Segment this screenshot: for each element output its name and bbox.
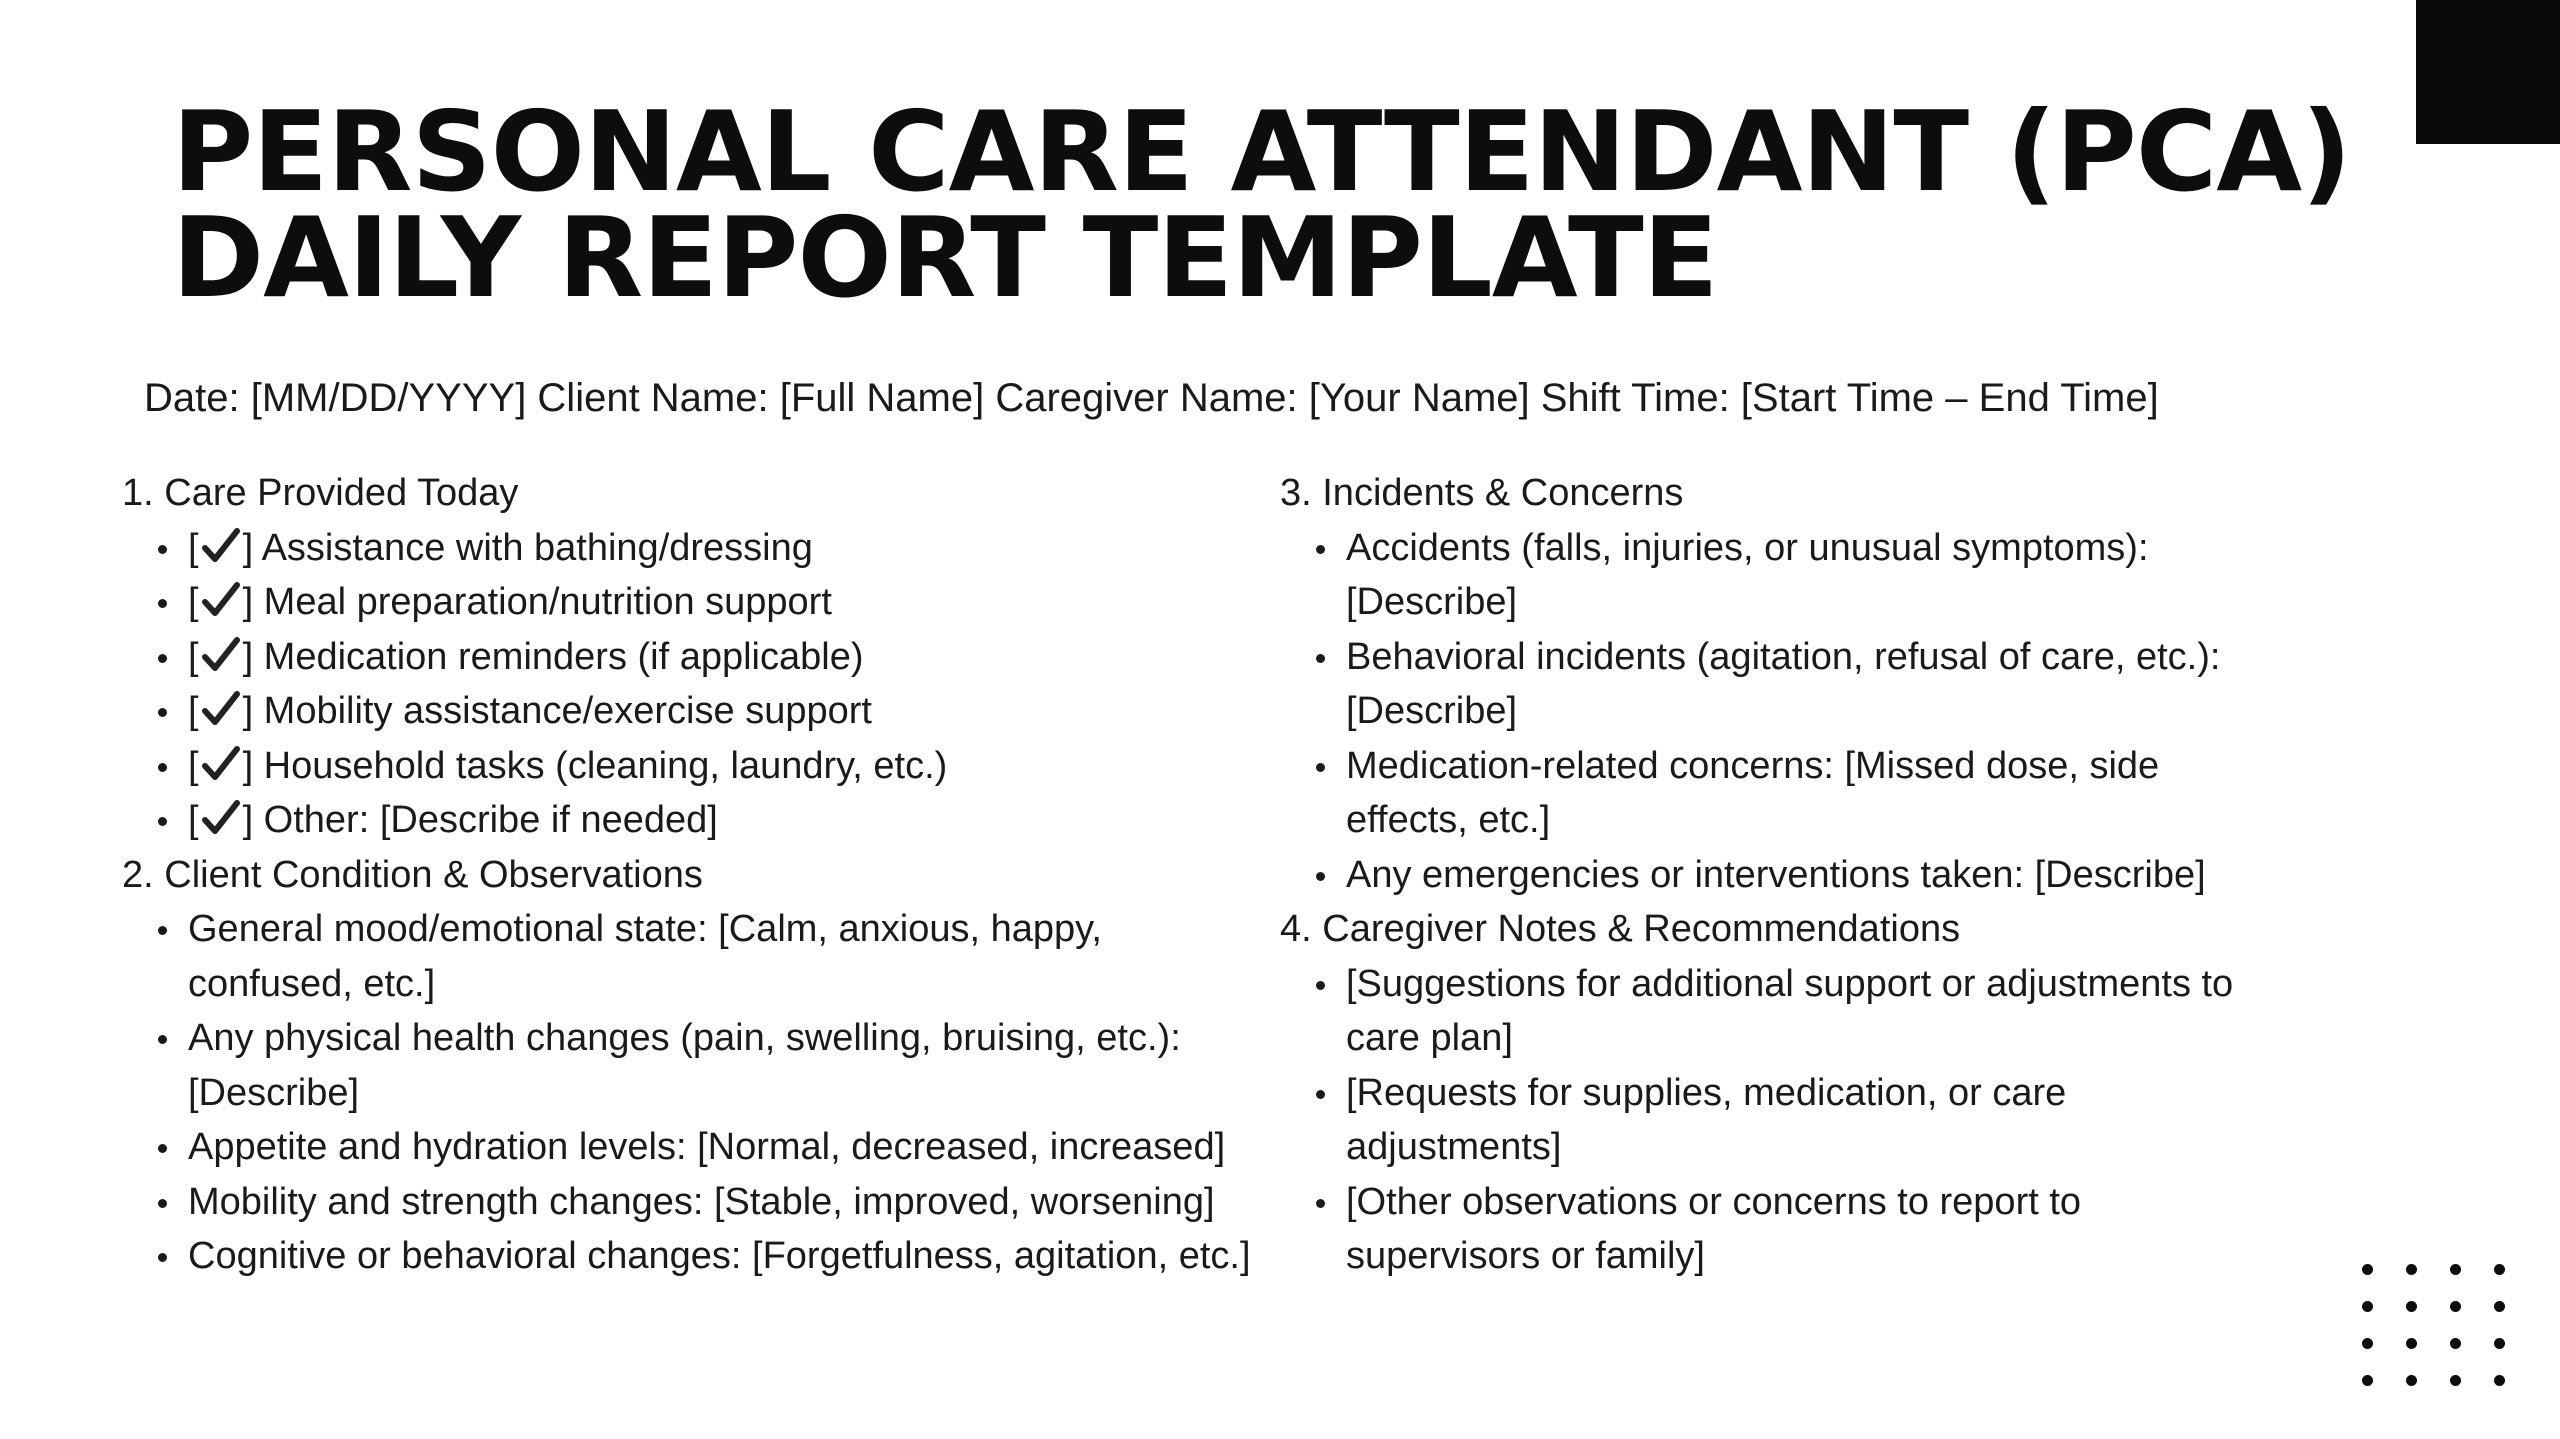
left-column [122, 466, 1252, 1284]
section-heading-care: 1. Care Provided Today [122, 472, 519, 514]
checklist-item: [ ] Meal preparation/nutrition support [188, 575, 1252, 630]
incidents-list [1280, 521, 2280, 903]
checkmark-icon [199, 580, 243, 620]
dot [2494, 1338, 2505, 1349]
list-item: Medication-related concerns: [Missed dose, side effects, etc.] [1346, 739, 2280, 848]
page-title [172, 88, 2351, 323]
section-heading-incidents: 3. Incidents & Concerns [1280, 472, 1684, 514]
checklist-item: [ ] Assistance with bathing/dressing [188, 521, 1252, 576]
section-heading-condition: 2. Client Condition & Observations [122, 853, 703, 896]
checklist-item: [ ] Mobility assistance/exercise support [188, 684, 1252, 739]
checkmark-icon [199, 526, 243, 566]
list-item: General mood/emotional state: [Calm, anxious, happy, confused, etc.] [188, 902, 1252, 1011]
list-item: [Other observations or concerns to report to supervisors or family] [1346, 1175, 2280, 1284]
checklist-item: [ ] Medication reminders (if applicable) [188, 630, 1252, 685]
dot [2362, 1338, 2373, 1349]
list-item: Behavioral incidents (agitation, refusal of care, etc.): [Describe] [1346, 630, 2280, 739]
list-item: Accidents (falls, injuries, or unusual symptoms): [Describe] [1346, 521, 2280, 630]
section-heading-notes: 4. Caregiver Notes & Recommendations [1280, 908, 1961, 950]
dot [2362, 1375, 2373, 1386]
dot [2406, 1338, 2417, 1349]
dot [2406, 1264, 2417, 1275]
list-item: Cognitive or behavioral changes: [Forgetfulness, agitation, etc.] [188, 1229, 1252, 1284]
dot-grid-decoration [2362, 1264, 2505, 1386]
dot [2450, 1301, 2461, 1312]
notes-list [1280, 957, 2280, 1284]
list-item: [Requests for supplies, medication, or care adjustments] [1346, 1066, 2280, 1175]
list-item: Any physical health changes (pain, swelling, bruising, etc.): [Describe] [188, 1011, 1252, 1120]
checkmark-icon [199, 798, 243, 838]
report-meta-line: Date: [MM/DD/YYYY] Client Name: [Full Name] Caregiver Name: [Your Name] Shift Time: [Start Time – End Time] [144, 376, 2159, 420]
checkmark-icon [199, 689, 243, 729]
title-line-2: DAILY REPORT TEMPLATE [172, 194, 1718, 323]
dot [2406, 1301, 2417, 1312]
condition-list [122, 902, 1252, 1284]
list-item: Appetite and hydration levels: [Normal, decreased, increased] [188, 1120, 1252, 1175]
list-item: Any emergencies or interventions taken: [Describe] [1346, 848, 2280, 903]
dot [2450, 1375, 2461, 1386]
dot [2362, 1264, 2373, 1275]
checkmark-icon [199, 744, 243, 784]
dot [2362, 1301, 2373, 1312]
title-line-1: PERSONAL CARE ATTENDANT (PCA) [172, 88, 2351, 217]
corner-decoration [2416, 0, 2560, 144]
right-column [1280, 466, 2280, 1284]
list-item: Mobility and strength changes: [Stable, improved, worsening] [188, 1175, 1252, 1230]
care-checklist [122, 521, 1252, 848]
dot [2450, 1338, 2461, 1349]
dot [2494, 1375, 2505, 1386]
dot [2450, 1264, 2461, 1275]
dot [2494, 1301, 2505, 1312]
list-item: [Suggestions for additional support or adjustments to care plan] [1346, 957, 2280, 1066]
checklist-item: [ ] Other: [Describe if needed] [188, 793, 1252, 848]
dot [2406, 1375, 2417, 1386]
dot [2494, 1264, 2505, 1275]
checklist-item: [ ] Household tasks (cleaning, laundry, etc.) [188, 739, 1252, 794]
checkmark-icon [199, 635, 243, 675]
